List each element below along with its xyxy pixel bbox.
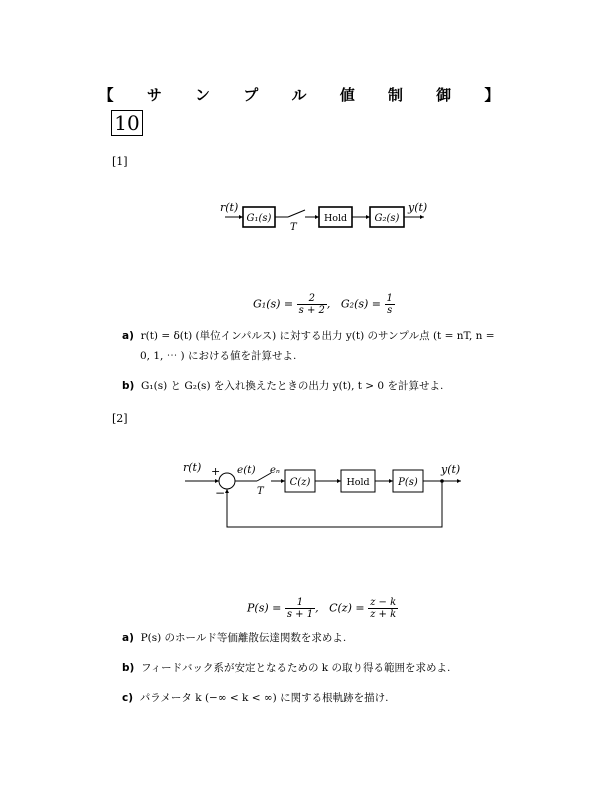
question-2c: c) パラメータ k (−∞ < k < ∞) に関する根軌跡を描け.	[122, 692, 389, 704]
question-2a: a) P(s) のホールド等価離散伝達関数を求めよ.	[122, 632, 347, 644]
output-label-1: y(t)	[408, 201, 428, 214]
page-title: 【 サ ン プ ル 値 制 御 】	[98, 86, 514, 104]
question-1a-cont: 0, 1, ⋯ ) における値を計算せよ.	[140, 350, 297, 362]
equation-pc: P(s) = $\frac{1}{s + 1}$ , C(z) = $\frac{z - k}{z + k}$	[247, 597, 397, 620]
section-2-label: [2]	[112, 412, 128, 425]
question-1b: b) G₁(s) と G₂(s) を入れ換えたときの出力 y(t), t > 0 を計算せよ.	[122, 380, 444, 392]
input-label-1: r(t)	[220, 201, 239, 214]
sampler-switch-1	[288, 210, 305, 217]
plant-label: P(s)	[398, 477, 418, 488]
sampled-label: eₙ	[270, 465, 280, 476]
problem-number: 10	[111, 110, 143, 136]
hold-label-2: Hold	[346, 477, 370, 488]
sampler-label-1: T	[290, 222, 297, 233]
g2-label: G₂(s)	[374, 213, 400, 224]
minus-sign: −	[215, 486, 226, 500]
plus-sign: +	[211, 465, 221, 478]
question-1a: a) r(t) = δ(t) (単位インパルス) に対する出力 y(t) のサンプル点 (t = nT, n =	[122, 330, 495, 342]
block-diagram-2	[175, 455, 470, 535]
hold-label-1: Hold	[323, 213, 348, 224]
question-2b: b) フィードバック系が安定となるための k の取り得る範囲を求めよ.	[122, 662, 451, 674]
controller-label: C(z)	[289, 477, 311, 488]
block-diagram-1	[210, 195, 440, 240]
output-label-2: y(t)	[441, 463, 461, 476]
section-1-label: [1]	[112, 155, 128, 168]
equation-g: G₁(s) = $\frac{2}{s + 2}$ , G₂(s) = $\frac{1}{s}$	[253, 293, 393, 316]
error-label: e(t)	[237, 464, 256, 476]
input-label-2: r(t)	[183, 461, 202, 474]
sampler-label-2: T	[257, 486, 264, 497]
g1-label: G₁(s)	[246, 213, 272, 224]
sampler-switch-2	[257, 473, 271, 481]
